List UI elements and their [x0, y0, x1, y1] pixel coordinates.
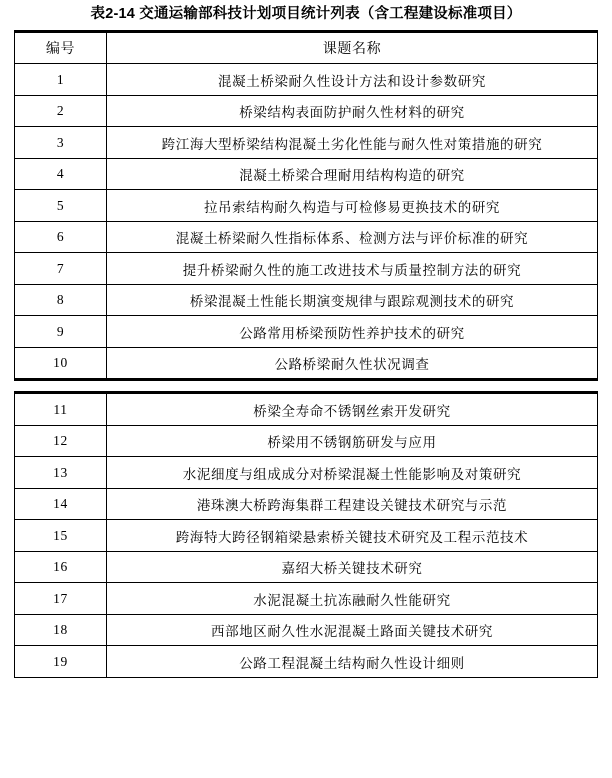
- row-id: 10: [15, 347, 107, 379]
- table-row: [15, 457, 598, 489]
- table-row: [15, 316, 598, 348]
- column-header-topic: 课题名称: [107, 33, 598, 64]
- table-row: [15, 520, 598, 552]
- row-topic: 公路桥梁耐久性状况调查: [107, 347, 598, 379]
- row-topic: 西部地区耐久性水泥混凝土路面关键技术研究: [107, 614, 598, 646]
- table-row: [15, 190, 598, 222]
- row-topic: 桥梁结构表面防护耐久性材料的研究: [107, 95, 598, 127]
- row-id: 7: [15, 253, 107, 285]
- row-topic: 公路工程混凝土结构耐久性设计细则: [107, 646, 598, 678]
- table-title: 表2-14 交通运输部科技计划项目统计列表（含工程建设标准项目）: [90, 6, 522, 22]
- table-row: [15, 221, 598, 253]
- row-id: 6: [15, 221, 107, 253]
- table-header-row: [15, 33, 598, 64]
- row-topic: 跨江海大型桥梁结构混凝土劣化性能与耐久性对策措施的研究: [107, 127, 598, 159]
- table-row: [15, 394, 598, 426]
- row-topic: 桥梁混凝土性能长期演变规律与跟踪观测技术的研究: [107, 284, 598, 316]
- table-row: [15, 127, 598, 159]
- row-topic: 拉吊索结构耐久构造与可检修易更换技术的研究: [107, 190, 598, 222]
- row-id: 14: [15, 488, 107, 520]
- row-id: 18: [15, 614, 107, 646]
- row-id: 19: [15, 646, 107, 678]
- row-id: 4: [15, 158, 107, 190]
- row-id: 17: [15, 583, 107, 615]
- row-id: 16: [15, 551, 107, 583]
- row-id: 9: [15, 316, 107, 348]
- row-topic: 水泥细度与组成成分对桥梁混凝土性能影响及对策研究: [107, 457, 598, 489]
- column-header-id: 编号: [15, 33, 107, 64]
- table-row: [15, 646, 598, 678]
- project-table-part-1: [14, 32, 598, 379]
- table-block-gap: [14, 381, 598, 391]
- row-id: 11: [15, 394, 107, 426]
- table-row: [15, 158, 598, 190]
- row-topic: 桥梁全寿命不锈钢丝索开发研究: [107, 394, 598, 426]
- row-id: 2: [15, 95, 107, 127]
- row-topic: 混凝土桥梁合理耐用结构构造的研究: [107, 158, 598, 190]
- row-topic: 混凝土桥梁耐久性指标体系、检测方法与评价标准的研究: [107, 221, 598, 253]
- row-id: 15: [15, 520, 107, 552]
- row-id: 12: [15, 425, 107, 457]
- table-row: [15, 64, 598, 96]
- table-row: [15, 551, 598, 583]
- row-topic: 公路常用桥梁预防性养护技术的研究: [107, 316, 598, 348]
- row-id: 8: [15, 284, 107, 316]
- table-row: [15, 95, 598, 127]
- table-row: [15, 614, 598, 646]
- row-topic: 提升桥梁耐久性的施工改进技术与质量控制方法的研究: [107, 253, 598, 285]
- row-topic: 港珠澳大桥跨海集群工程建设关键技术研究与示范: [107, 488, 598, 520]
- row-topic: 水泥混凝土抗冻融耐久性能研究: [107, 583, 598, 615]
- table-row: [15, 488, 598, 520]
- table-row: [15, 253, 598, 285]
- row-topic: 嘉绍大桥关键技术研究: [107, 551, 598, 583]
- table-row: [15, 347, 598, 379]
- row-topic: 跨海特大跨径钢箱梁悬索桥关键技术研究及工程示范技术: [107, 520, 598, 552]
- row-topic: 混凝土桥梁耐久性设计方法和设计参数研究: [107, 64, 598, 96]
- row-id: 3: [15, 127, 107, 159]
- project-table-part-2: [14, 393, 598, 678]
- row-id: 1: [15, 64, 107, 96]
- table-row: [15, 425, 598, 457]
- table-row: [15, 583, 598, 615]
- row-topic: 桥梁用不锈钢筋研发与应用: [107, 425, 598, 457]
- table-row: [15, 284, 598, 316]
- row-id: 13: [15, 457, 107, 489]
- row-id: 5: [15, 190, 107, 222]
